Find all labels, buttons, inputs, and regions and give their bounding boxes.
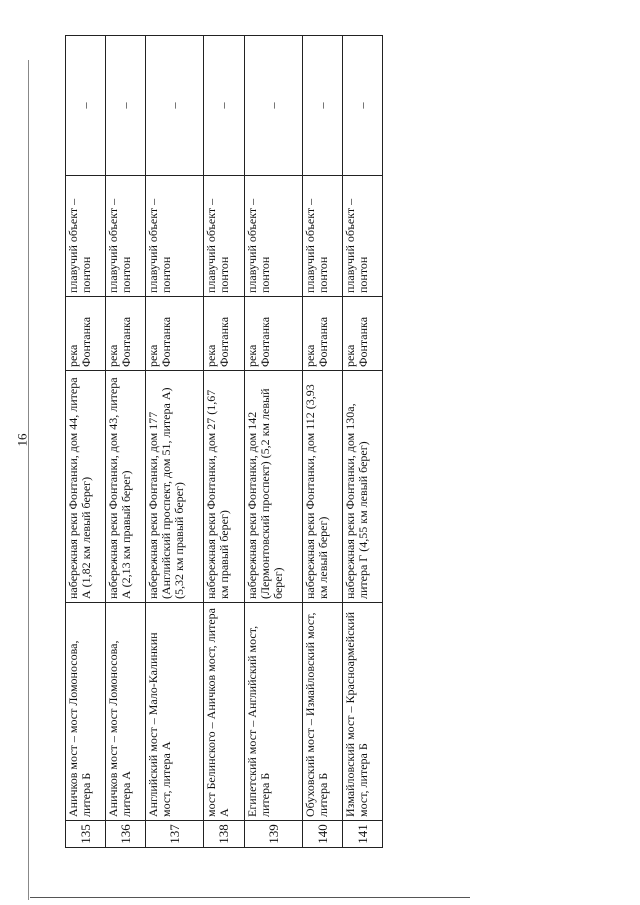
object-type-cell: плавучий объект – понтон [244,176,302,297]
row-number-cell: 139 [244,821,302,848]
table-row [244,36,302,848]
table-row [342,36,382,848]
row-number-cell: 138 [204,821,244,848]
address-cell: набережная реки Фонтанки, дом 142 (Лермонтовский проспект) (5,2 км левый берег) [244,371,302,603]
table-row [204,36,244,848]
extra-cell: – [66,36,106,176]
extra-cell: – [146,36,204,176]
rotated-table-container [65,36,383,848]
table-body [66,36,383,848]
bridge-section-cell: Измайловский мост – Красноармейский мост, литера Б [342,603,382,821]
bridge-section-cell: мост Белинского – Аничков мост, литера А [204,603,244,821]
bottom-rule [30,897,470,898]
water-body-cell: река Фонтанка [146,297,204,371]
extra-cell: – [342,36,382,176]
object-type-cell: плавучий объект – понтон [146,176,204,297]
bridge-section-cell: Английский мост – Мало-Калинкин мост, литера А [146,603,204,821]
water-body-cell: река Фонтанка [106,297,146,371]
row-number-cell: 135 [66,821,106,848]
address-cell: набережная реки Фонтанки, дом 43, литера А (2,13 км правый берег) [106,371,146,603]
address-cell: набережная реки Фонтанки, дом 112 (3,93 км левый берег) [302,371,342,603]
bridge-section-cell: Обуховский мост – Измайловский мост, литера Б [302,603,342,821]
extra-cell: – [244,36,302,176]
object-type-cell: плавучий объект – понтон [66,176,106,297]
address-cell: набережная реки Фонтанки, дом 177 (Английский проспект, дом 51, литера А) (5,32 км правый берег) [146,371,204,603]
object-type-cell: плавучий объект – понтон [204,176,244,297]
table-row [106,36,146,848]
extra-cell: – [302,36,342,176]
row-number-cell: 136 [106,821,146,848]
object-type-cell: плавучий объект – понтон [342,176,382,297]
address-cell: набережная реки Фонтанки, дом 27 (1,67 км правый берег) [204,371,244,603]
water-body-cell: река Фонтанка [342,297,382,371]
bridge-section-cell: Аничков мост – мост Ломоносова, литера А [106,603,146,821]
extra-cell: – [204,36,244,176]
row-number-cell: 137 [146,821,204,848]
water-body-cell: река Фонтанка [244,297,302,371]
page-number: 16 [14,433,30,447]
pontoon-table [65,35,383,848]
table-row [66,36,106,848]
address-cell: набережная реки Фонтанки, дом 44, литера А (1,82 км левый берег) [66,371,106,603]
water-body-cell: река Фонтанка [302,297,342,371]
object-type-cell: плавучий объект – понтон [302,176,342,297]
row-number-cell: 140 [302,821,342,848]
water-body-cell: река Фонтанка [66,297,106,371]
object-type-cell: плавучий объект – понтон [106,176,146,297]
bridge-section-cell: Аничков мост – мост Ломоносова, литера Б [66,603,106,821]
extra-cell: – [106,36,146,176]
table-row [302,36,342,848]
table-row [146,36,204,848]
scan-edge-line [28,60,29,900]
address-cell: набережная реки Фонтанки, дом 130а, литера Г (4,55 км левый берег) [342,371,382,603]
bridge-section-cell: Египетский мост – Английский мост, литера Б [244,603,302,821]
row-number-cell: 141 [342,821,382,848]
water-body-cell: река Фонтанка [204,297,244,371]
